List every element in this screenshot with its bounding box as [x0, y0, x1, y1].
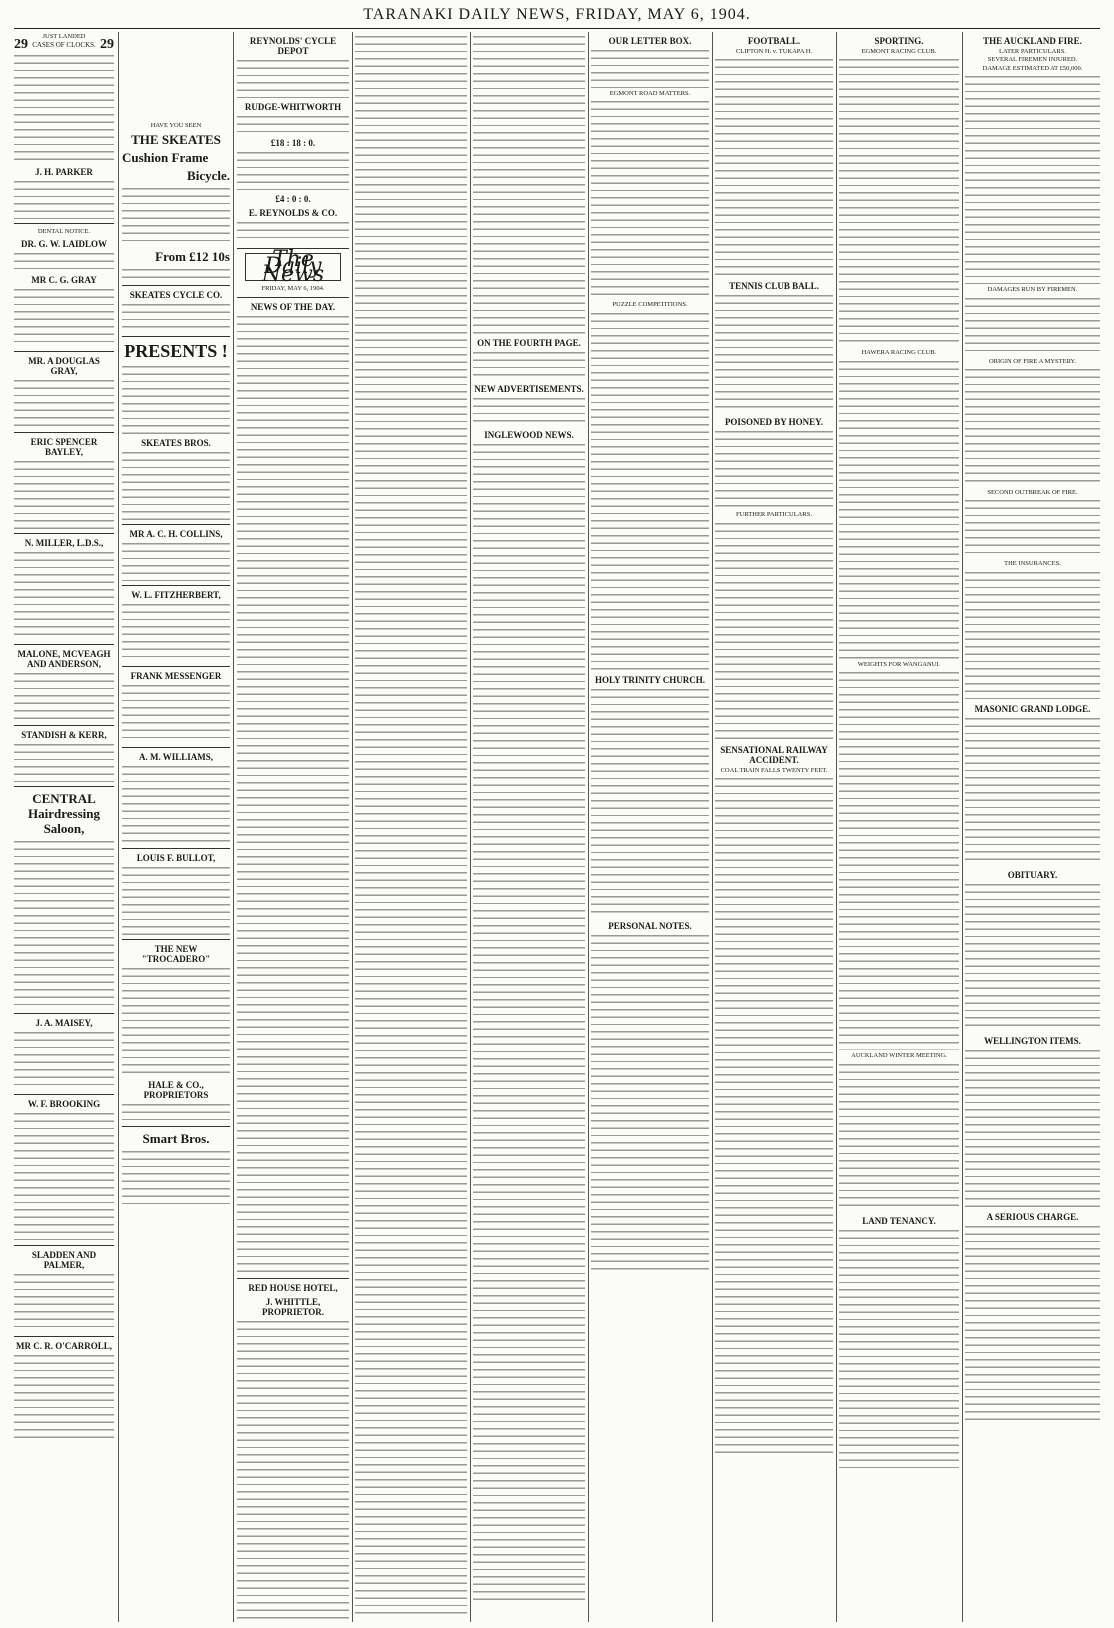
ad-heading: CENTRAL Hairdressing Saloon, — [28, 791, 100, 837]
ad-heading: THE SKEATES — [131, 132, 221, 148]
ad-heading: RUDGE-WHITWORTH — [244, 102, 342, 112]
subheading: THE INSURANCES. — [1004, 560, 1061, 568]
column-8-sporting — [839, 32, 959, 1622]
subheading: DAMAGE ESTIMATED AT £50,000. — [982, 64, 1083, 72]
ad-price: £4 : 0 : 0. — [275, 194, 311, 204]
ad-heading: Bicycle. — [187, 168, 230, 184]
column-9-news — [965, 32, 1100, 1622]
issue-date: FRIDAY, MAY 6, 1904. — [261, 285, 325, 293]
subheading: SECOND OUTBREAK OF FIRE. — [987, 489, 1078, 497]
ad-heading: MR. A DOUGLAS GRAY, — [28, 356, 100, 377]
section-heading: WELLINGTON ITEMS. — [984, 1035, 1081, 1046]
column-rule — [233, 32, 234, 1622]
ad-heading: J. H. PARKER — [35, 166, 93, 177]
subheading: EGMONT RACING CLUB. — [861, 48, 937, 55]
section-heading: TENNIS CLUB BALL. — [729, 281, 819, 292]
subheading: WEIGHTS FOR WANGANUI. — [857, 660, 941, 668]
ad-heading: E. REYNOLDS & CO. — [248, 208, 338, 218]
subheading: EGMONT ROAD MATTERS. — [609, 90, 691, 97]
ad-heading: HALE & CO., PROPRIETORS — [143, 1080, 209, 1101]
ad-heading: Cushion Frame — [122, 150, 209, 166]
column-4-news — [355, 32, 467, 1622]
column-rule — [962, 32, 963, 1622]
section-heading: INGLEWOOD NEWS. — [484, 430, 574, 440]
section-heading: HOLY TRINITY CHURCH. — [594, 674, 706, 685]
section-heading: PERSONAL NOTES. — [608, 920, 692, 931]
ad-heading: REYNOLDS' CYCLE DEPOT — [249, 36, 337, 56]
masthead-rule — [14, 28, 1100, 29]
subheading: LATER PARTICULARS. — [999, 48, 1066, 55]
column-rule — [118, 32, 119, 1622]
column-7-news — [715, 32, 833, 1622]
ad-heading: ERIC SPENCER BAYLEY, — [30, 437, 98, 458]
ad-heading: MR A. C. H. COLLINS, — [129, 529, 223, 540]
column-3 — [237, 32, 349, 1622]
ad-heading: J. WHITTLE, PROPRIETOR. — [261, 1296, 325, 1317]
ad-heading: MALONE, MCVEAGH AND ANDERSON, — [17, 649, 111, 670]
ad-heading: THE NEW "TROCADERO" — [141, 944, 211, 965]
masthead: TARANAKI DAILY NEWS, FRIDAY, MAY 6, 1904. — [363, 6, 751, 23]
subheading: HAWERA RACING CLUB. — [861, 349, 937, 357]
section-heading: A SERIOUS CHARGE. — [986, 1211, 1079, 1222]
subheading: PUZZLE COMPETITIONS. — [612, 301, 688, 309]
column-rule — [352, 32, 353, 1622]
ad-heading: MR C. R. O'CARROLL, — [16, 1341, 112, 1352]
section-heading: POISONED BY HONEY. — [724, 417, 824, 428]
column-6-letters — [591, 32, 709, 1622]
section-heading: SENSATIONAL RAILWAY ACCIDENT. — [720, 744, 828, 765]
subheading: CLIFTON H. v. TUKAPA H. — [735, 48, 813, 55]
ad-heading: SKEATES CYCLE CO. — [129, 290, 223, 301]
ad-heading: PRESENTS ! — [124, 341, 228, 362]
newspaper-logo: The Daily News — [245, 253, 341, 281]
ad-heading: W. L. FITZHERBERT, — [131, 590, 221, 601]
ad-number: 29 — [99, 37, 114, 53]
column-rule — [712, 32, 713, 1622]
section-heading: NEW ADVERTISEMENTS. — [474, 384, 584, 394]
ad-heading: STANDISH & KERR, — [21, 730, 107, 741]
ad-heading: J. A. MAISEY, — [35, 1018, 93, 1029]
ad-heading: W. F. BROOKING — [27, 1099, 101, 1110]
section-heading: OBITUARY. — [1007, 869, 1058, 880]
ad-heading: From £12 10s — [155, 249, 230, 265]
section-heading: OUR LETTER BOX. — [608, 36, 692, 46]
section-heading: THE AUCKLAND FIRE. — [983, 36, 1082, 46]
ad-number: 29 — [14, 37, 28, 53]
ad-heading: N. MILLER, L.D.S., — [24, 538, 104, 549]
subheading: SEVERAL FIREMEN INJURED. — [987, 56, 1078, 64]
section-heading: ON THE FOURTH PAGE. — [477, 338, 581, 348]
ad-price: £18 : 18 : 0. — [270, 138, 316, 148]
column-rule — [836, 32, 837, 1622]
ad-text: HAVE YOU SEEN — [150, 122, 202, 129]
ad-heading: A. M. WILLIAMS, — [138, 752, 214, 763]
column-1-advertisements — [14, 32, 114, 1622]
column-rule — [588, 32, 589, 1622]
ad-heading: JUST LANDED — [42, 33, 86, 40]
section-heading: NEWS OF THE DAY. — [250, 301, 336, 312]
subheading: ORIGIN OF FIRE A MYSTERY. — [988, 357, 1077, 365]
section-heading: MASONIC GRAND LODGE. — [974, 703, 1091, 714]
ad-text: CASES OF CLOCKS. — [32, 41, 96, 50]
subheading: COAL TRAIN FALLS TWENTY FEET. — [720, 766, 828, 774]
ad-heading: DR. G. W. LAIDLOW — [20, 239, 108, 250]
column-2-advertisements — [122, 32, 230, 1622]
section-heading: DENTAL NOTICE. — [37, 227, 91, 235]
subheading: FURTHER PARTICULARS. — [736, 511, 812, 519]
ad-heading: FRANK MESSENGER — [130, 671, 222, 682]
ad-heading: SLADDEN AND PALMER, — [31, 1250, 97, 1271]
subheading: DAMAGES RUN BY FIREMEN. — [987, 286, 1078, 294]
section-heading: FOOTBALL. — [747, 36, 801, 46]
column-5-news — [473, 32, 585, 1622]
section-heading: SPORTING. — [874, 36, 924, 46]
section-heading: LAND TENANCY. — [862, 1215, 936, 1226]
ad-heading: MR C. G. GRAY — [31, 275, 97, 286]
subheading: AUCKLAND WINTER MEETING. — [851, 1052, 947, 1060]
ad-heading: Smart Bros. — [142, 1131, 210, 1147]
column-rule — [470, 32, 471, 1622]
ad-heading: RED HOUSE HOTEL, — [248, 1282, 338, 1293]
ad-heading: SKEATES BROS. — [141, 438, 211, 449]
ad-heading: LOUIS F. BULLOT, — [136, 853, 216, 864]
